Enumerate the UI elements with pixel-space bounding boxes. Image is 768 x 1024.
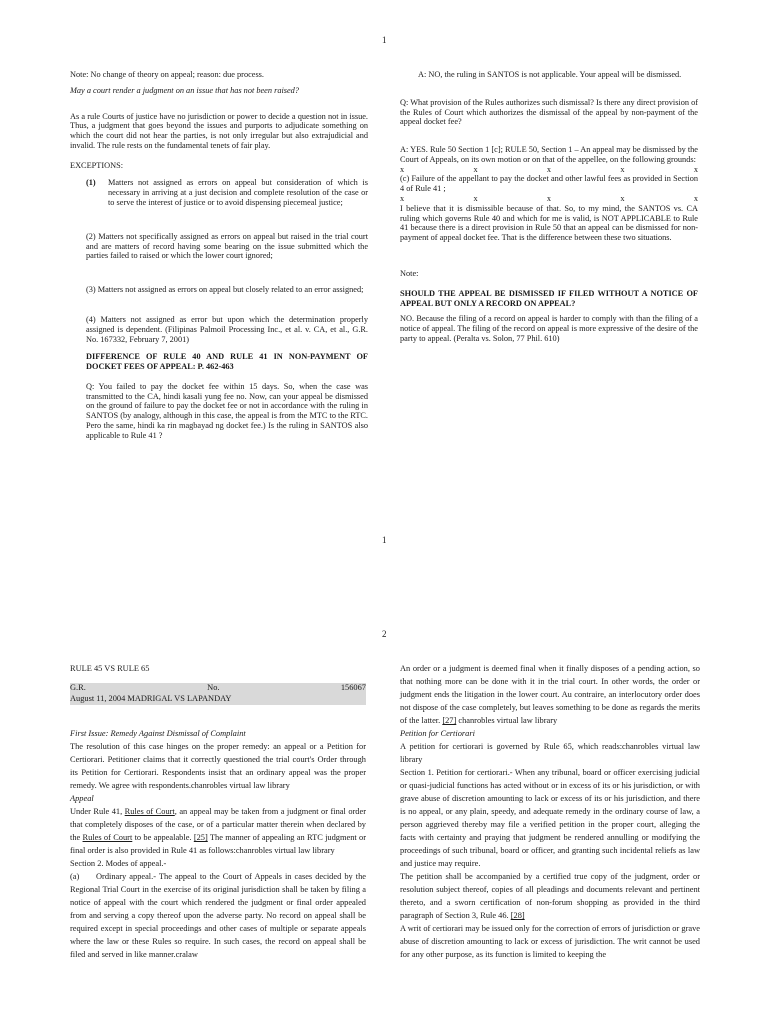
case-caption-date: August 11, 2004 MADRIGAL VS LAPANDAY bbox=[70, 693, 232, 703]
omission-row-1: x x x x x bbox=[400, 164, 698, 174]
rule-45-vs-65-heading: RULE 45 VS RULE 65 bbox=[70, 664, 150, 673]
rules-of-court-link-1[interactable]: Rules of Court bbox=[124, 806, 175, 816]
under-rule-text-a: Under Rule 41, bbox=[70, 806, 125, 816]
no-answer-paragraph: NO. Because the filing of a record on appeal is harder to comply with than the filing of a notice of appeal. The filing of the record on appeal is more expressive of the desire of the party to appeal. (Peralta vs. Solon, 77 Phil. 610) bbox=[400, 314, 698, 343]
answer-rule-50-c: (c) Failure of the appellant to pay the docket and other lawful fees as provided in Section 4 of Rule 41 ; bbox=[400, 174, 698, 194]
answer-rule-50: A: YES. Rule 50 Section 1 [c]; RULE 50, Section 1 – An appeal may be dismissed by the Court of Appeals, on its own motion or on that of the appellee, on the following grounds: bbox=[400, 145, 698, 164]
page1-left-column bbox=[70, 70, 368, 441]
exception-1-text: Matters not assigned as errors on appeal but consideration of which is necessary in arriving at a just decision and complete resolution of the case or to serve the interest of justice or to avoid dispensing piecemeal justice; bbox=[108, 178, 368, 208]
opinion-paragraph: I believe that it is dismissible because of that. So, to my mind, the SANTOS vs. CA ruling which governs Rule 40 and which for me is valid, is NOT APPLICABLE to Rule 41 because there is a direct provision in Rule 50 that an appeal can be dismissed for non-payment of appeal docket fee. That is the difference between these two situations. bbox=[400, 203, 698, 243]
under-rule-41-paragraph bbox=[70, 805, 366, 857]
accompanied-text: The petition shall be accompanied by a certified true copy of the judgment, order or resolution subject thereof, copies of all pleadings and documents relevant and pertinent thereto, and a sworn certification of non-forum shopping as provided in the third paragraph of Section 3, Rule 46. bbox=[400, 872, 700, 921]
section-2-a-text bbox=[70, 870, 366, 961]
section-2-a bbox=[70, 870, 366, 961]
case-caption-gr: G.R. No. 156067 bbox=[70, 683, 366, 693]
writ-paragraph: A writ of certiorari may be issued only for the correction of errors of jurisdiction or grave abuse of discretion amounting to lack or excess of jurisdiction. The writ cannot be used for any other purpose, as its function is limited to keeping the bbox=[400, 924, 700, 960]
exception-4: (4) Matters not assigned as error but upon which the determination properly assigned is dependent. (Filipinas Palmoil Processing Inc., et al. v. CA, et al., G.R. No. 167332, February 7, 2001) bbox=[86, 314, 368, 344]
question-provision: Q: What provision of the Rules authorizes such dismissal? Is there any direct provision of the Rules of Court which authorizes the dismissal of the appeal by non-payment of the appeal docket fee? bbox=[400, 97, 699, 127]
section-2-heading: Section 2. Modes of appeal.- bbox=[70, 859, 167, 869]
rule-paragraph: As a rule Courts of justice have no jurisdiction or power to decide a question not in issue. Thus, a judgment that goes beyond the issues and purports to adjudicate something on which the court did not hear the parties, is not only irregular but also extrajudicial and invalid. The rule rests on the fundamental tenets of fair play. bbox=[70, 111, 368, 150]
first-issue-heading: First Issue: Remedy Against Dismissal of Complaint bbox=[70, 728, 246, 738]
answer-santos-not-applicable: A: NO, the ruling in SANTOS is not applicable. Your appeal will be dismissed. bbox=[418, 70, 682, 79]
appeal-heading: Appeal bbox=[70, 793, 94, 803]
final-order-text-b: chanrobles virtual law library bbox=[456, 716, 558, 726]
section-2-a-label: (a) bbox=[70, 872, 80, 882]
case-caption bbox=[70, 683, 366, 705]
rules-of-court-link-2[interactable]: Rules of Court bbox=[82, 832, 133, 842]
difference-heading: DIFFERENCE OF RULE 40 AND RULE 41 IN NON-PAYMENT OF DOCKET FEES OF APPEAL: P. 462-463 bbox=[86, 352, 368, 372]
final-order-text-a: An order or a judgment is deemed final when it finally disposes of a pending action, so that nothing more can be done with it in the trial court. In other words, the order or judgment ends the litigation in the lower court. Au contraire, an interlocutory order does not dispose of the case completely, but leaves something to be done as regards the merits of the latter. bbox=[400, 664, 700, 726]
page-number-bottom: 1 bbox=[382, 535, 387, 545]
omission-row-2: x x x x x bbox=[400, 194, 698, 204]
exception-1 bbox=[70, 178, 368, 207]
page-number-top: 1 bbox=[382, 35, 387, 45]
note-no-change-theory: Note: No change of theory on appeal; reason: due process. bbox=[70, 70, 264, 79]
footnote-27-link[interactable]: [27] bbox=[442, 716, 457, 726]
exceptions-heading: EXCEPTIONS: bbox=[70, 160, 124, 170]
section-2-a-body: Ordinary appeal.- The appeal to the Court of Appeals in cases decided by the Regional Trial Court in the exercise of its original jurisdiction shall be taken by filing a notice of appeal with the court which rendered the judgment or final order appealed from and serving a copy thereof upon the adverse party. No record on appeal shall be required except in special proceedings and other cases of multiple or separate appeals where the law or these Rules so require. In such cases, the record on appeal shall be filed and served in like manner.cralaw bbox=[70, 872, 366, 960]
page2-number-top: 2 bbox=[382, 629, 387, 639]
question-docket-fee: Q: You failed to pay the docket fee within 15 days. So, when the case was transmitted to the CA, hindi kasali yung fee no. Now, can your appeal be dismissed on the ground of failure to pay the docket fee or not in accordance with the ruling in SANTOS (by analogy, although in this case, the appeal is from the MTC to the RTC. Pero the same, hindi ka rin magbayad ng docket fee.) Is the ruling in SANTOS also applicable to Rule 41 ? bbox=[86, 381, 368, 440]
under-rule-text-b: , an appeal may be taken from a judgment or final order that completely disposes of the case, or of a particular matter therein when declared by the bbox=[70, 806, 366, 842]
footnote-25-link[interactable]: [25] bbox=[193, 832, 208, 842]
exception-1-label: (1) bbox=[86, 178, 96, 188]
page2-left-column bbox=[70, 662, 366, 961]
should-appeal-heading: SHOULD THE APPEAL BE DISMISSED IF FILED WITHOUT A NOTICE OF APPEAL BUT ONLY A RECORD ON APPEAL? bbox=[400, 288, 698, 308]
resolution-paragraph: The resolution of this case hinges on the proper remedy: an appeal or a Petition for Certiorari. Petitioner claims that it correctly questioned the trial court's Order through its Petition for Certiorari. Respondents insist that an ordinary appeal was the proper remedy. We agree with respondents.chanrobles virtual law library bbox=[70, 741, 366, 790]
footnote-28-link[interactable]: [28] bbox=[510, 911, 525, 921]
petition-intro: A petition for certiorari is governed by Rule 65, which reads:chanrobles virtual law library bbox=[400, 742, 700, 765]
note-label: Note: bbox=[400, 268, 419, 278]
page2-right-column bbox=[400, 662, 700, 961]
final-order-paragraph bbox=[400, 662, 700, 727]
under-rule-text-c: to be appealable. bbox=[132, 832, 194, 842]
exception-3: (3) Matters not assigned as errors on appeal but closely related to an error assigned; bbox=[86, 285, 364, 295]
question-issue-not-raised: May a court render a judgment on an issue that has not been raised? bbox=[70, 85, 299, 95]
page1-right-column bbox=[400, 70, 698, 344]
accompanied-paragraph bbox=[400, 870, 700, 922]
exception-2: (2) Matters not specifically assigned as errors on appeal but raised in the trial court and are matters of record having some bearing on the issue submitted which the parties failed to raised or which the lower court ignored; bbox=[86, 231, 368, 261]
petition-certiorari-heading: Petition for Certiorari bbox=[400, 729, 475, 739]
under-rule-text-d: The manner of appealing an RTC judgment or final order is also provided in Rule 41 as follows:chanrobles virtual law library bbox=[70, 832, 366, 855]
section-1-paragraph: Section 1. Petition for certiorari.- When any tribunal, board or officer exercising judicial or quasi-judicial functions has acted without or in excess of its or his jurisdiction, or with grave abuse of discretion amounting to lack or excess of its or his jurisdiction, and there is no appeal, or any plain, speedy, and adequate remedy in the ordinary course of law, a person aggrieved thereby may file a verified petition in the proper court, alleging the facts with certainty and praying that judgment be rendered annulling or modifying the proceedings of such tribunal, board or officer, and granting such incidental reliefs as law and justice may require. bbox=[400, 768, 700, 869]
